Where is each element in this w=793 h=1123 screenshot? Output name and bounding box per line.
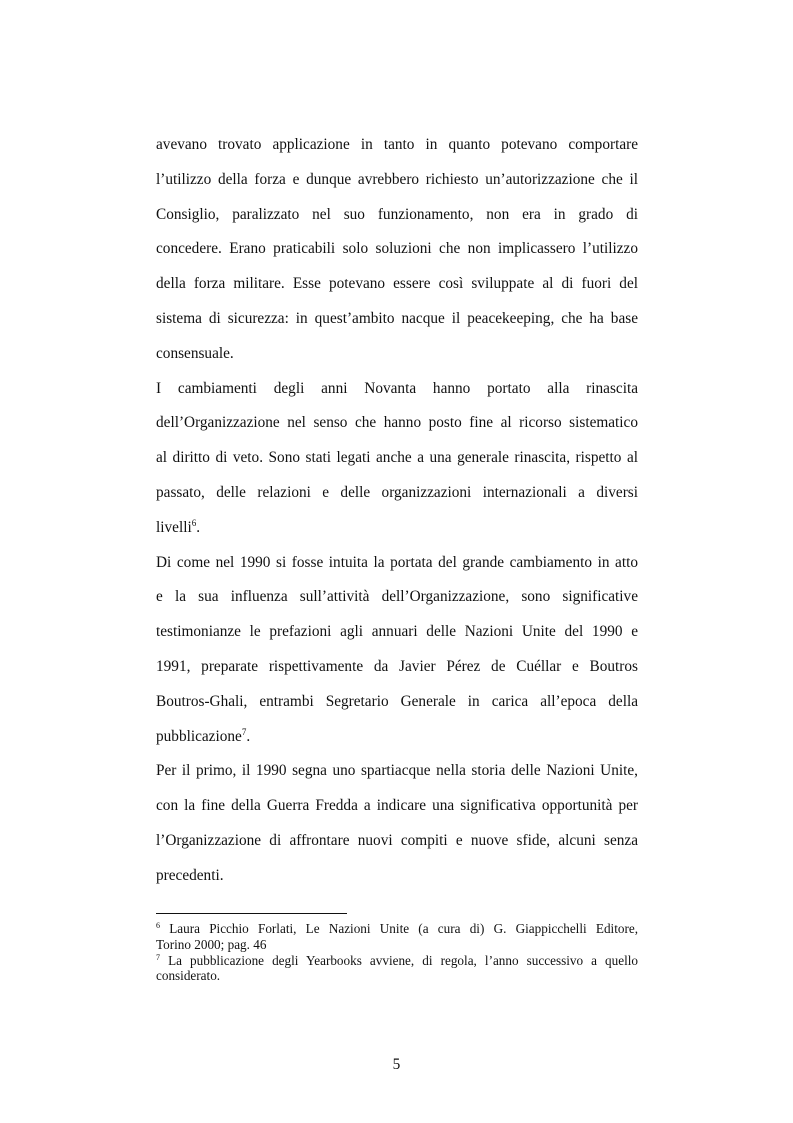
body-line: Consiglio, paralizzato nel suo funzionamento, non era in grado di [156,205,638,223]
body-line: I cambiamenti degli anni Novanta hanno portato alla rinascita [156,379,638,397]
body-line: avevano trovato applicazione in tanto in quanto potevano comportare [156,136,638,153]
footnote-text: La pubblicazione degli Yearbooks avviene, di regola, l’anno successivo a quello [168,952,639,968]
body-line: della forza militare. Esse potevano essere così sviluppate al di fuori del [156,275,638,293]
body-line: l’utilizzo della forza e dunque avrebbero richiesto un’autorizzazione che il [156,170,638,188]
footnote-number: 6 [156,921,160,930]
line-end-punct: . [246,727,251,745]
body-line: sistema di sicurezza: in quest’ambito nacque il peacekeeping, che ha base [156,309,638,327]
body-text [156,128,638,894]
body-line: al diritto di veto. Sono stati legati anche a una generale rinascita, rispetto al [156,449,638,467]
body-line: concedere. Erano praticabili solo soluzioni che non implicassero l’utilizzo [156,240,638,258]
footnote-7-line1 [156,953,638,969]
body-line: Per il primo, il 1990 segna uno spartiacque nella storia delle Nazioni Unite, [156,762,638,780]
footnote-7-line2: considerato. [156,968,221,984]
body-line-with-footnote-ref [156,720,638,755]
footnotes [156,921,638,984]
body-line: consensuale. [156,344,234,362]
footnote-6-line2: Torino 2000; pag. 46 [156,936,267,952]
footnote-reference-7[interactable]: 7 [241,726,247,737]
footnote-reference-6[interactable]: 6 [191,517,197,528]
body-line-text: pubblicazione [156,727,242,745]
body-line: l’Organizzazione di affrontare nuovi compiti e nuove sfide, alcuni senza [156,831,638,849]
footnote-6-line1 [156,921,638,937]
body-line: 1991, preparate rispettivamente da Javier Pérez de Cuéllar e Boutros [156,657,638,675]
body-line-text: livelli [156,518,192,536]
page-number: 5 [392,1056,401,1073]
footnote-text: Laura Picchio Forlati, Le Nazioni Unite (a cura di) G. Giappicchelli Editore, [169,921,638,936]
body-line: Di come nel 1990 si fosse intuita la portata del grande cambiamento in atto [156,553,638,571]
body-line: e la sua influenza sull’attività dell’Organizzazione, sono significative [156,588,638,606]
footnote-number: 7 [156,952,160,962]
body-line: dell’Organizzazione nel senso che hanno posto fine al ricorso sistematico [156,414,638,432]
body-line: testimonianze le prefazioni agli annuari delle Nazioni Unite del 1990 e [156,623,638,641]
footnote-separator [156,913,347,914]
body-line: con la fine della Guerra Fredda a indicare una significativa opportunità per [156,797,638,815]
body-line: precedenti. [156,866,224,884]
body-line: Boutros-Ghali, entrambi Segretario Generale in carica all’epoca della [156,692,638,710]
body-line: passato, delle relazioni e delle organizzazioni internazionali a diversi [156,483,638,501]
line-end-punct: . [196,518,201,536]
body-line-with-footnote-ref [156,511,638,546]
